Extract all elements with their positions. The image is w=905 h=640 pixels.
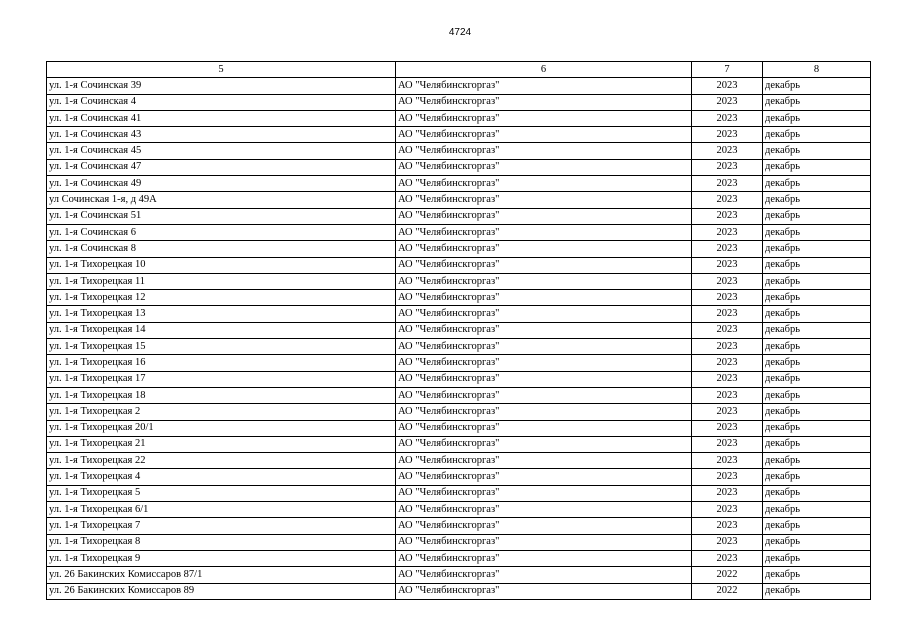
address-cell: ул. 1-я Сочинская 4	[47, 94, 396, 110]
organization-cell: АО "Челябинскгоргаз"	[396, 176, 692, 192]
address-cell: ул. 1-я Тихорецкая 8	[47, 534, 396, 550]
month-cell: декабрь	[763, 567, 871, 583]
address-cell: ул. 1-я Тихорецкая 15	[47, 339, 396, 355]
month-cell: декабрь	[763, 502, 871, 518]
address-cell: ул. 1-я Тихорецкая 10	[47, 257, 396, 273]
year-cell: 2023	[692, 453, 763, 469]
organization-cell: АО "Челябинскгоргаз"	[396, 518, 692, 534]
year-cell: 2023	[692, 273, 763, 289]
table-row	[47, 306, 871, 322]
year-cell: 2023	[692, 550, 763, 566]
address-cell: ул. 1-я Тихорецкая 22	[47, 453, 396, 469]
table-row	[47, 469, 871, 485]
month-cell: декабрь	[763, 355, 871, 371]
year-cell: 2023	[692, 469, 763, 485]
table-row	[47, 518, 871, 534]
month-cell: декабрь	[763, 306, 871, 322]
table-row	[47, 257, 871, 273]
table-row	[47, 273, 871, 289]
year-cell: 2023	[692, 290, 763, 306]
table-row	[47, 436, 871, 452]
organization-cell: АО "Челябинскгоргаз"	[396, 127, 692, 143]
address-cell: ул. 1-я Тихорецкая 11	[47, 273, 396, 289]
year-cell: 2023	[692, 436, 763, 452]
year-cell: 2023	[692, 371, 763, 387]
column-header-8: 8	[763, 62, 871, 78]
table-row	[47, 485, 871, 501]
year-cell: 2023	[692, 176, 763, 192]
register-table	[46, 61, 871, 600]
organization-cell: АО "Челябинскгоргаз"	[396, 387, 692, 403]
organization-cell: АО "Челябинскгоргаз"	[396, 355, 692, 371]
month-cell: декабрь	[763, 94, 871, 110]
year-cell: 2023	[692, 387, 763, 403]
year-cell: 2023	[692, 339, 763, 355]
address-cell: ул. 1-я Тихорецкая 5	[47, 485, 396, 501]
organization-cell: АО "Челябинскгоргаз"	[396, 78, 692, 94]
month-cell: декабрь	[763, 273, 871, 289]
month-cell: декабрь	[763, 436, 871, 452]
month-cell: декабрь	[763, 387, 871, 403]
month-cell: декабрь	[763, 290, 871, 306]
table-row	[47, 192, 871, 208]
year-cell: 2023	[692, 322, 763, 338]
year-cell: 2023	[692, 518, 763, 534]
table-row	[47, 339, 871, 355]
month-cell: декабрь	[763, 208, 871, 224]
organization-cell: АО "Челябинскгоргаз"	[396, 257, 692, 273]
month-cell: декабрь	[763, 453, 871, 469]
organization-cell: АО "Челябинскгоргаз"	[396, 534, 692, 550]
organization-cell: АО "Челябинскгоргаз"	[396, 306, 692, 322]
organization-cell: АО "Челябинскгоргаз"	[396, 110, 692, 126]
year-cell: 2023	[692, 159, 763, 175]
table-row	[47, 404, 871, 420]
page-number: 4724	[448, 27, 472, 38]
organization-cell: АО "Челябинскгоргаз"	[396, 159, 692, 175]
organization-cell: АО "Челябинскгоргаз"	[396, 322, 692, 338]
month-cell: декабрь	[763, 518, 871, 534]
organization-cell: АО "Челябинскгоргаз"	[396, 241, 692, 257]
year-cell: 2023	[692, 502, 763, 518]
month-cell: декабрь	[763, 143, 871, 159]
address-cell: ул. 1-я Тихорецкая 21	[47, 436, 396, 452]
organization-cell: АО "Челябинскгоргаз"	[396, 502, 692, 518]
month-cell: декабрь	[763, 322, 871, 338]
month-cell: декабрь	[763, 485, 871, 501]
month-cell: декабрь	[763, 583, 871, 599]
address-cell: ул. 1-я Тихорецкая 4	[47, 469, 396, 485]
organization-cell: АО "Челябинскгоргаз"	[396, 404, 692, 420]
year-cell: 2023	[692, 224, 763, 240]
month-cell: декабрь	[763, 339, 871, 355]
table-row	[47, 502, 871, 518]
month-cell: декабрь	[763, 241, 871, 257]
table-row	[47, 322, 871, 338]
year-cell: 2022	[692, 583, 763, 599]
address-cell: ул. 1-я Тихорецкая 20/1	[47, 420, 396, 436]
year-cell: 2023	[692, 420, 763, 436]
table-row	[47, 290, 871, 306]
month-cell: декабрь	[763, 469, 871, 485]
organization-cell: АО "Челябинскгоргаз"	[396, 420, 692, 436]
organization-cell: АО "Челябинскгоргаз"	[396, 371, 692, 387]
year-cell: 2023	[692, 485, 763, 501]
address-cell: ул. 1-я Тихорецкая 7	[47, 518, 396, 534]
address-cell: ул. 26 Бакинских Комиссаров 87/1	[47, 567, 396, 583]
table-row	[47, 371, 871, 387]
address-cell: ул. 1-я Сочинская 49	[47, 176, 396, 192]
address-cell: ул. 1-я Тихорецкая 16	[47, 355, 396, 371]
month-cell: декабрь	[763, 550, 871, 566]
organization-cell: АО "Челябинскгоргаз"	[396, 143, 692, 159]
table-row	[47, 241, 871, 257]
month-cell: декабрь	[763, 110, 871, 126]
year-cell: 2023	[692, 208, 763, 224]
address-cell: ул. 1-я Сочинская 41	[47, 110, 396, 126]
organization-cell: АО "Челябинскгоргаз"	[396, 436, 692, 452]
month-cell: декабрь	[763, 371, 871, 387]
organization-cell: АО "Челябинскгоргаз"	[396, 567, 692, 583]
column-header-7: 7	[692, 62, 763, 78]
address-cell: ул. 1-я Тихорецкая 12	[47, 290, 396, 306]
address-cell: ул. 1-я Сочинская 43	[47, 127, 396, 143]
month-cell: декабрь	[763, 420, 871, 436]
address-cell: ул. 1-я Сочинская 39	[47, 78, 396, 94]
address-cell: ул. 1-я Сочинская 45	[47, 143, 396, 159]
year-cell: 2023	[692, 257, 763, 273]
month-cell: декабрь	[763, 404, 871, 420]
table-body	[47, 78, 871, 600]
address-cell: ул. 1-я Тихорецкая 9	[47, 550, 396, 566]
year-cell: 2023	[692, 306, 763, 322]
organization-cell: АО "Челябинскгоргаз"	[396, 469, 692, 485]
table-row	[47, 143, 871, 159]
organization-cell: АО "Челябинскгоргаз"	[396, 94, 692, 110]
address-cell: ул. 1-я Тихорецкая 14	[47, 322, 396, 338]
table-row	[47, 567, 871, 583]
year-cell: 2023	[692, 78, 763, 94]
table-row	[47, 583, 871, 599]
year-cell: 2023	[692, 143, 763, 159]
column-header-5: 5	[47, 62, 396, 78]
year-cell: 2023	[692, 127, 763, 143]
month-cell: декабрь	[763, 534, 871, 550]
month-cell: декабрь	[763, 257, 871, 273]
year-cell: 2023	[692, 404, 763, 420]
organization-cell: АО "Челябинскгоргаз"	[396, 453, 692, 469]
table-row	[47, 355, 871, 371]
month-cell: декабрь	[763, 192, 871, 208]
year-cell: 2023	[692, 241, 763, 257]
organization-cell: АО "Челябинскгоргаз"	[396, 208, 692, 224]
organization-cell: АО "Челябинскгоргаз"	[396, 339, 692, 355]
month-cell: декабрь	[763, 78, 871, 94]
organization-cell: АО "Челябинскгоргаз"	[396, 550, 692, 566]
table-row	[47, 420, 871, 436]
table-row	[47, 78, 871, 94]
address-cell: ул. 1-я Сочинская 6	[47, 224, 396, 240]
table-row	[47, 534, 871, 550]
year-cell: 2023	[692, 355, 763, 371]
month-cell: декабрь	[763, 159, 871, 175]
address-cell: ул. 1-я Сочинская 47	[47, 159, 396, 175]
address-cell: ул. 1-я Тихорецкая 13	[47, 306, 396, 322]
address-cell: ул. 1-я Сочинская 51	[47, 208, 396, 224]
organization-cell: АО "Челябинскгоргаз"	[396, 485, 692, 501]
address-cell: ул Сочинская 1-я, д 49А	[47, 192, 396, 208]
month-cell: декабрь	[763, 224, 871, 240]
table-row	[47, 453, 871, 469]
column-header-6: 6	[396, 62, 692, 78]
organization-cell: АО "Челябинскгоргаз"	[396, 583, 692, 599]
table-row	[47, 159, 871, 175]
address-cell: ул. 1-я Тихорецкая 17	[47, 371, 396, 387]
table-row	[47, 176, 871, 192]
month-cell: декабрь	[763, 127, 871, 143]
organization-cell: АО "Челябинскгоргаз"	[396, 224, 692, 240]
month-cell: декабрь	[763, 176, 871, 192]
table-row	[47, 94, 871, 110]
header-row	[47, 62, 871, 78]
address-cell: ул. 1-я Тихорецкая 18	[47, 387, 396, 403]
address-cell: ул. 26 Бакинских Комиссаров 89	[47, 583, 396, 599]
table-row	[47, 550, 871, 566]
organization-cell: АО "Челябинскгоргаз"	[396, 192, 692, 208]
organization-cell: АО "Челябинскгоргаз"	[396, 273, 692, 289]
table-row	[47, 387, 871, 403]
table-row	[47, 110, 871, 126]
table-header	[47, 62, 871, 78]
table-row	[47, 127, 871, 143]
year-cell: 2023	[692, 110, 763, 126]
table-row	[47, 208, 871, 224]
table-row	[47, 224, 871, 240]
year-cell: 2023	[692, 94, 763, 110]
year-cell: 2023	[692, 534, 763, 550]
year-cell: 2023	[692, 192, 763, 208]
address-cell: ул. 1-я Тихорецкая 2	[47, 404, 396, 420]
year-cell: 2022	[692, 567, 763, 583]
organization-cell: АО "Челябинскгоргаз"	[396, 290, 692, 306]
address-cell: ул. 1-я Тихорецкая 6/1	[47, 502, 396, 518]
address-cell: ул. 1-я Сочинская 8	[47, 241, 396, 257]
